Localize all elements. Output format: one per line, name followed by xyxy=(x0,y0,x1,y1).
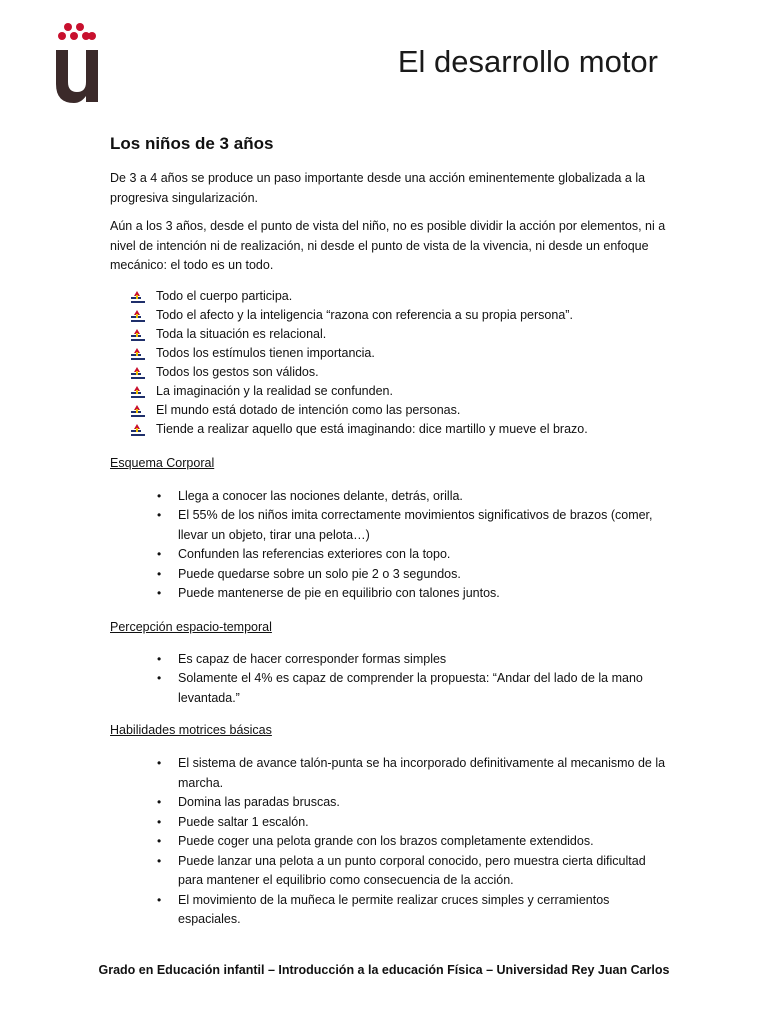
list-item-text: Toda la situación es relacional. xyxy=(156,326,327,341)
list-item-text: Todo el cuerpo participa. xyxy=(156,288,293,303)
bullet-icon: • xyxy=(157,814,162,829)
characteristics-list xyxy=(110,287,666,439)
section-title: Los niños de 3 años xyxy=(110,134,274,153)
list-item-text: Todo el afecto y la inteligencia “razona con referencia a su propia persona”. xyxy=(156,307,573,322)
list-item xyxy=(110,584,666,604)
list-item xyxy=(110,344,666,363)
list-item xyxy=(110,545,666,565)
esquema-list xyxy=(110,487,666,604)
list-item-text: Puede lanzar una pelota a un punto corporal conocido, pero muestra cierta dificultad para mantener el equilibrio como consecuencia de la acción. xyxy=(178,853,646,887)
list-item xyxy=(110,891,666,930)
bullet-icon: • xyxy=(157,795,162,809)
list-item xyxy=(110,287,666,306)
esquema-heading: Esquema Corporal xyxy=(110,455,215,470)
list-item xyxy=(110,669,666,708)
bullet-icon: • xyxy=(157,651,162,666)
list-item xyxy=(110,852,666,891)
list-item-text: Llega a conocer las nociones delante, detrás, orilla. xyxy=(178,488,463,503)
arrow-bullet-icon xyxy=(131,291,145,303)
list-item xyxy=(110,382,666,401)
percepcion-list xyxy=(110,650,666,709)
bullet-icon: • xyxy=(157,488,162,503)
list-item xyxy=(110,401,666,420)
list-item xyxy=(110,325,666,344)
arrow-bullet-icon xyxy=(131,405,145,417)
list-item-text: Puede coger una pelota grande con los brazos completamente extendidos. xyxy=(178,834,594,848)
arrow-bullet-icon xyxy=(131,386,145,398)
bullet-icon: • xyxy=(157,756,162,770)
bullet-icon: • xyxy=(157,566,162,581)
list-item-text: El 55% de los niños imita correctamente movimientos significativos de brazos (comer, llevar un objeto, tirar una pelota…) xyxy=(178,508,653,542)
list-item-text: Puede quedarse sobre un solo pie 2 o 3 segundos. xyxy=(178,566,461,581)
bullet-icon: • xyxy=(157,586,162,600)
intro-paragraph: De 3 a 4 años se produce un paso importante desde una acción eminentemente globalizada a la progresiva singularización. xyxy=(110,171,646,205)
list-item-text: El movimiento de la muñeca le permite realizar cruces simples y cerramientos espaciales. xyxy=(178,892,610,926)
list-item xyxy=(110,487,666,507)
arrow-bullet-icon xyxy=(131,367,145,379)
page-footer: Grado en Educación infantil – Introducción a la educación Física – Universidad Rey Juan Carlos xyxy=(98,963,670,977)
bullet-icon: • xyxy=(157,508,162,522)
arrow-bullet-icon xyxy=(131,310,145,322)
bullet-icon: • xyxy=(157,547,162,561)
list-item-text: La imaginación y la realidad se confunden. xyxy=(156,383,393,398)
list-item xyxy=(110,565,666,585)
list-item xyxy=(110,363,666,382)
list-item xyxy=(110,506,666,545)
university-logo xyxy=(54,22,100,104)
main-content xyxy=(110,134,666,930)
list-item xyxy=(110,650,666,670)
list-item xyxy=(110,793,666,813)
habilidades-list xyxy=(110,754,666,930)
list-item-text: Todos los gestos son válidos. xyxy=(156,364,319,379)
bullet-icon: • xyxy=(157,853,162,868)
arrow-bullet-icon xyxy=(131,329,145,341)
list-item-text: Solamente el 4% es capaz de comprender la propuesta: “Andar del lado de la mano levantada.” xyxy=(178,671,643,705)
list-item-text: Tiende a realizar aquello que está imaginando: dice martillo y mueve el brazo. xyxy=(156,421,588,436)
list-item xyxy=(110,754,666,793)
arrow-bullet-icon xyxy=(131,348,145,360)
habilidades-heading: Habilidades motrices básicas xyxy=(110,723,272,737)
bullet-icon: • xyxy=(157,892,162,907)
list-item-text: Todos los estímulos tienen importancia. xyxy=(156,345,375,360)
list-item xyxy=(110,306,666,325)
list-item-text: Domina las paradas bruscas. xyxy=(178,795,340,809)
list-item-text: Es capaz de hacer corresponder formas simples xyxy=(178,651,447,666)
bullet-icon: • xyxy=(157,671,162,685)
intro-paragraph: Aún a los 3 años, desde el punto de vista del niño, no es posible dividir la acción por elementos, ni a nivel de intención ni de realización, ni desde el punto de vista de la vivencia, ni desde un enfoque mecánico: el todo es un todo. xyxy=(110,219,666,272)
percepcion-heading: Percepción espacio-temporal xyxy=(110,619,272,634)
document-title: El desarrollo motor xyxy=(397,44,658,79)
list-item-text: Confunden las referencias exteriores con la topo. xyxy=(178,547,451,561)
bullet-icon: • xyxy=(157,834,162,848)
list-item-text: El sistema de avance talón-punta se ha incorporado definitivamente al mecanismo de la marcha. xyxy=(178,756,666,790)
list-item-text: Puede mantenerse de pie en equilibrio con talones juntos. xyxy=(178,586,500,600)
list-item xyxy=(110,832,666,852)
list-item-text: El mundo está dotado de intención como las personas. xyxy=(156,402,461,417)
list-item-text: Puede saltar 1 escalón. xyxy=(178,814,309,829)
list-item xyxy=(110,813,666,833)
arrow-bullet-icon xyxy=(131,424,145,436)
list-item xyxy=(110,420,666,439)
